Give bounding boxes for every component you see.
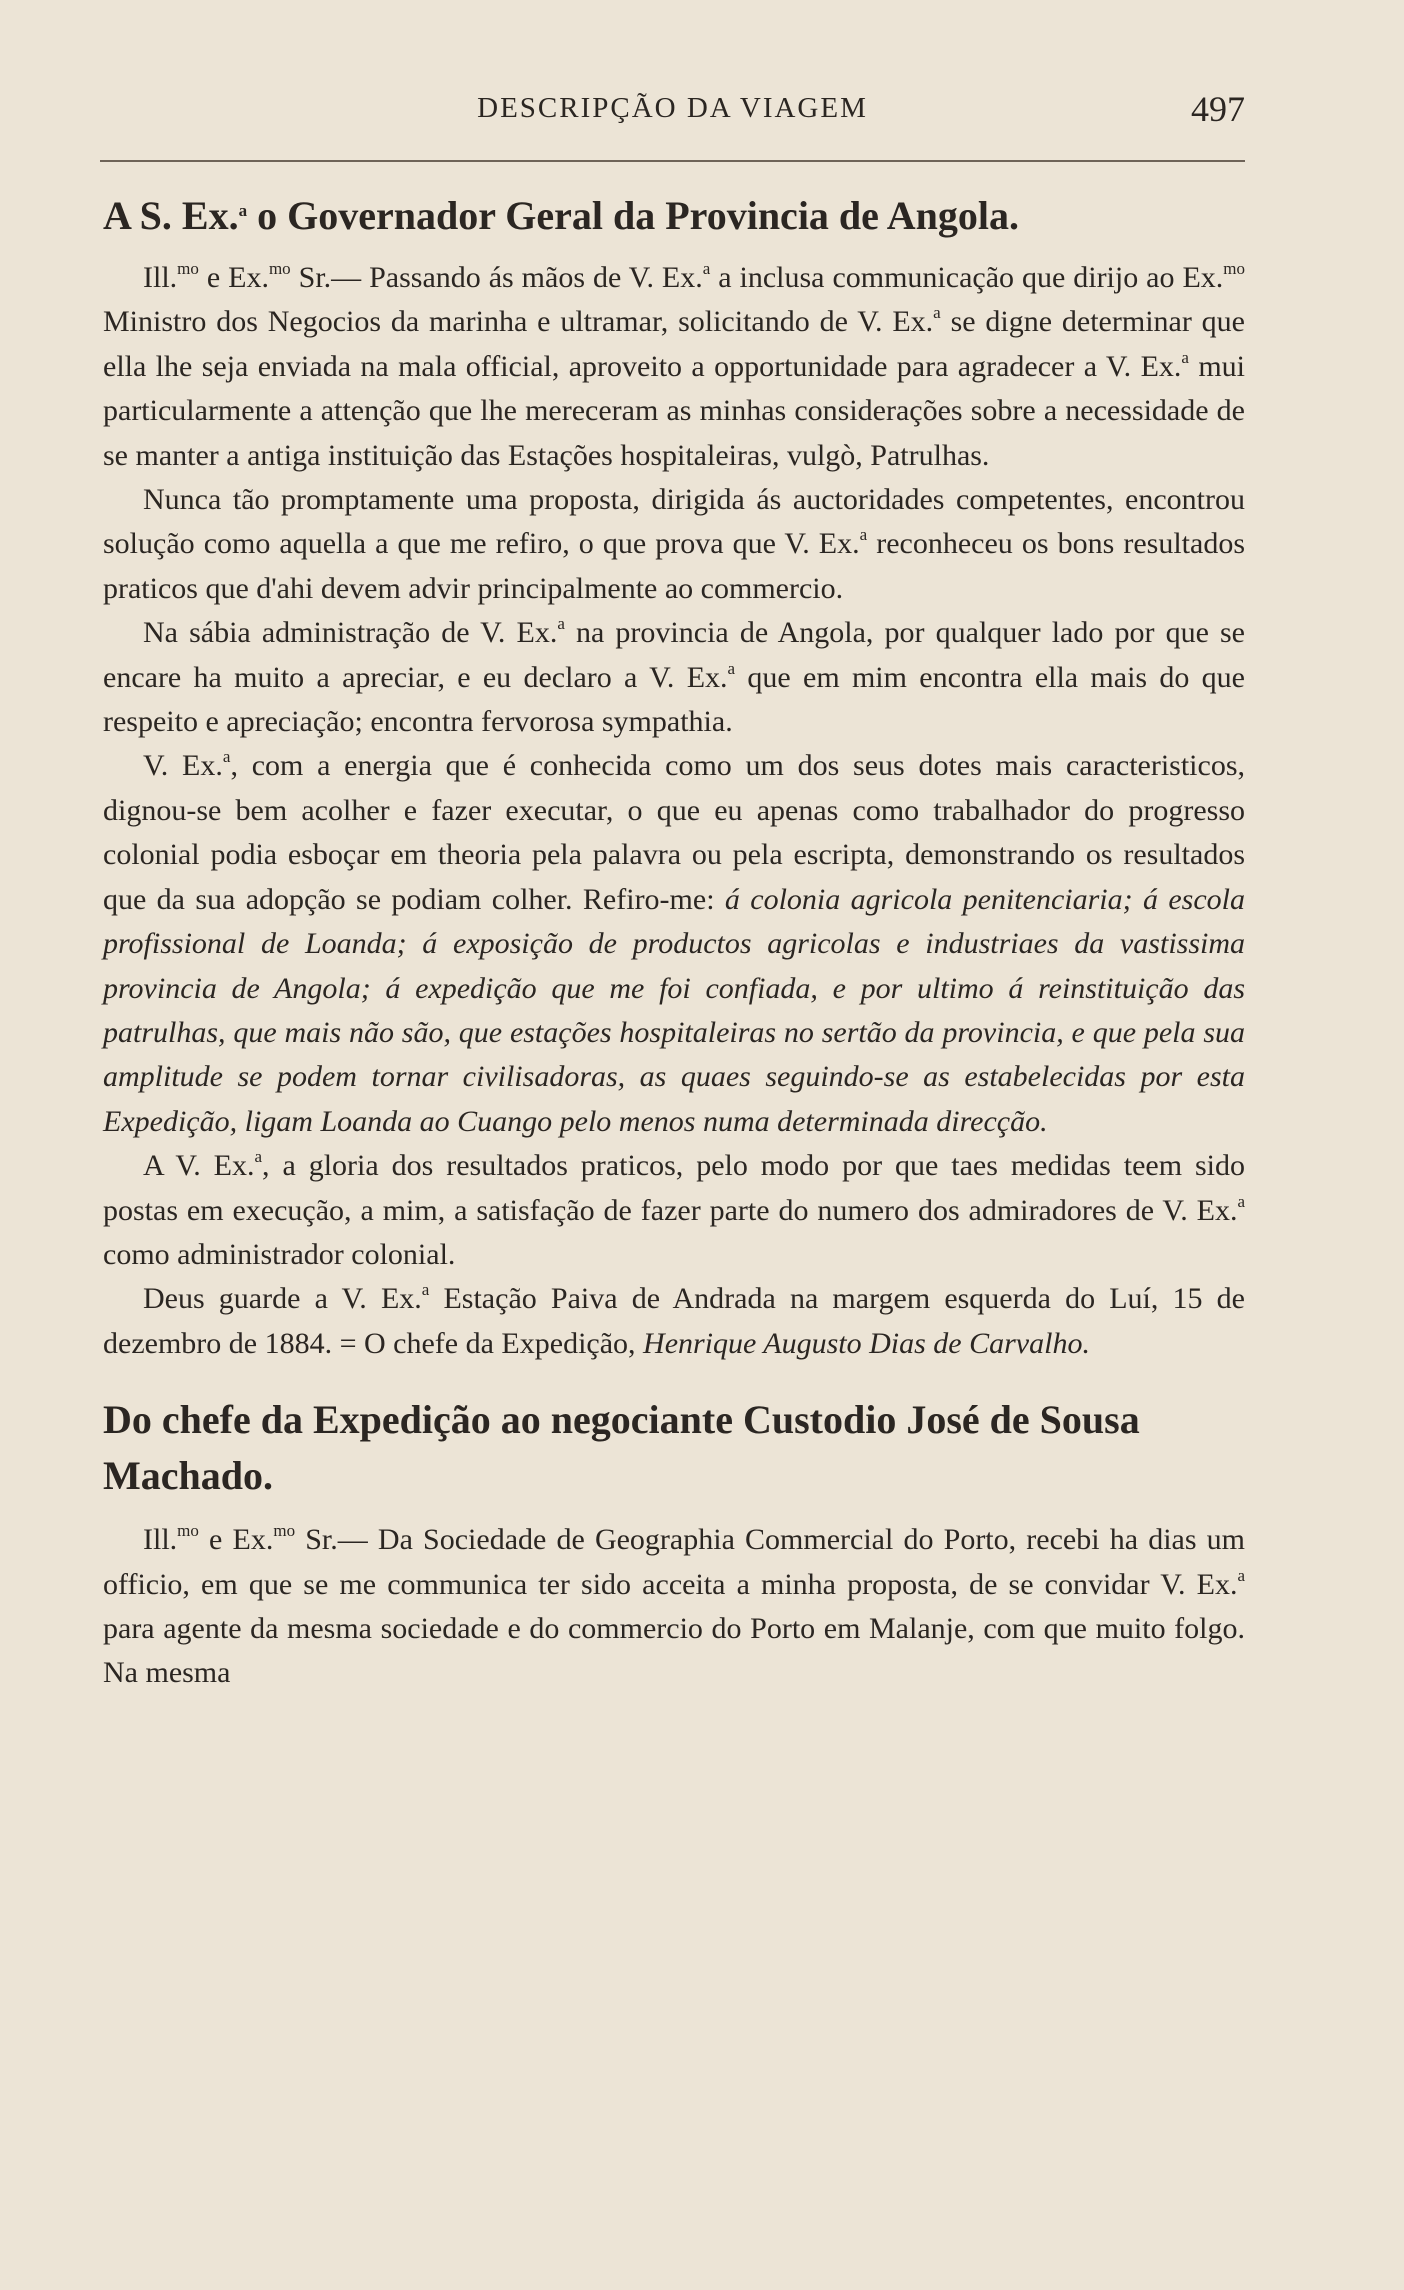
running-title: DESCRIPÇÃO DA VIAGEM	[477, 92, 868, 124]
signature: Henrique Augusto Dias de Carvalho.	[643, 1326, 1090, 1360]
letter1-paragraph-1: Ill.$^{mo}$ e Ex.$^{mo}$ Sr.— Passando ás mãos de V. Ex.$^a$ a inclusa communicação que dirijo ao Ex.$^{mo}$ Ministro dos Negocios da marinha e ultramar, solicitando de V. Ex.$^a$ se digne determinar que ella lhe seja enviada na mala official, aproveito a opportunidade para agradecer a V. Ex.$^a$ mui particularmente a attenção que lhe mereceram as minhas considerações sobre a necessidade de se manter a antiga instituição das Estações hospitaleiras, vulgò, Patrulhas.	[103, 259, 1246, 472]
letter1-paragraph-6: Deus guarde a V. Ex.$^a$ Estação Paiva de Andrada na margem esquerda do Luí, 15 de dezembro de 1884. = O chefe da Expedição, Henrique Augusto Dias de Carvalho.	[103, 1280, 1245, 1360]
letter2-paragraph-1: Ill.$^{mo}$ e Ex.$^{mo}$ Sr.— Da Sociedade de Geographia Commercial do Porto, recebi ha dias um officio, em que se me communica ter sido acceita a minha proposta, de se convidar V. Ex.$^a$ para agente da mesma sociedade e do commercio do Porto em Malanje, com que muito folgo. Na mesma	[103, 1521, 1246, 1690]
letter1-paragraph-5: A V. Ex.$^a$, a gloria dos resultados praticos, pelo modo por que taes medidas teem sido postas em execução, a mim, a satisfação de fazer parte do numero dos admiradores de V. Ex.$^a$ como administrador colonial.	[103, 1147, 1245, 1271]
page-number: 497	[1191, 89, 1245, 129]
page-body	[103, 188, 1245, 1696]
italic-list: á colonia agricola penitenciaria; á escola profissional de Loanda; á exposição de productos agricolas e industriaes da vastissima provincia de Angola; á expedição que me foi confiada, e por ultimo á reinstituição das patrulhas, que mais não são, que estações hospitaleiras no sertão da provincia, e que pela sua amplitude se podem tornar civilisadoras, as quaes seguindo-se as estabelecidas por esta Expedição, ligam Loanda ao Cuango pelo menos numa determinada direcção.	[103, 882, 1245, 1138]
letter1-paragraph-4: V. Ex.$^a$, com a energia que é conhecida como um dos seus dotes mais caracteristicos, dignou-se bem acolher e fazer executar, o que eu apenas como trabalhador do progresso colonial podia esboçar em theoria pela palavra ou pela escripta, demonstrando os resultados que da sua adopção se podiam colher. Refiro-me: á colonia agricola penitenciaria; á escola profissional de Loanda; á exposição de productos agricolas e industriaes da vastissima provincia de Angola; á expedição que me foi confiada, e por ultimo á reinstituição das patrulhas, que mais não são, que estações hospitaleiras no sertão da provincia, e que pela sua amplitude se podem tornar civilisadoras, as quaes seguindo-se as estabelecidas por esta Expedição, ligam Loanda ao Cuango pelo menos numa determinada direcção.	[103, 747, 1246, 1138]
letter1-paragraph-3: Na sábia administração de V. Ex.$^a$ na provincia de Angola, por qualquer lado por que se encare ha muito a apreciar, e eu declaro a V. Ex.$^a$ que em mim encontra ella mais do que respeito e apreciação; encontra fervorosa sympathia.	[103, 614, 1245, 739]
letter1-paragraph-2: Nunca tão promptamente uma proposta, dirigida ás auctoridades competentes, encontrou solução como aquella a que me refiro, o que prova que V. Ex.$^a$ reconheceu os bons resultados praticos que d'ahi devem advir principalmente ao commercio.	[103, 483, 1245, 605]
letter-heading-governor: A S. Ex.$^a$ o Governador Geral da Provincia de Angola.	[103, 193, 1019, 238]
header-rule	[100, 160, 1245, 162]
page-header	[100, 89, 1245, 142]
letter-heading-merchant: Do chefe da Expedição ao negociante Custodio José de Sousa Machado.	[103, 1397, 1140, 1499]
